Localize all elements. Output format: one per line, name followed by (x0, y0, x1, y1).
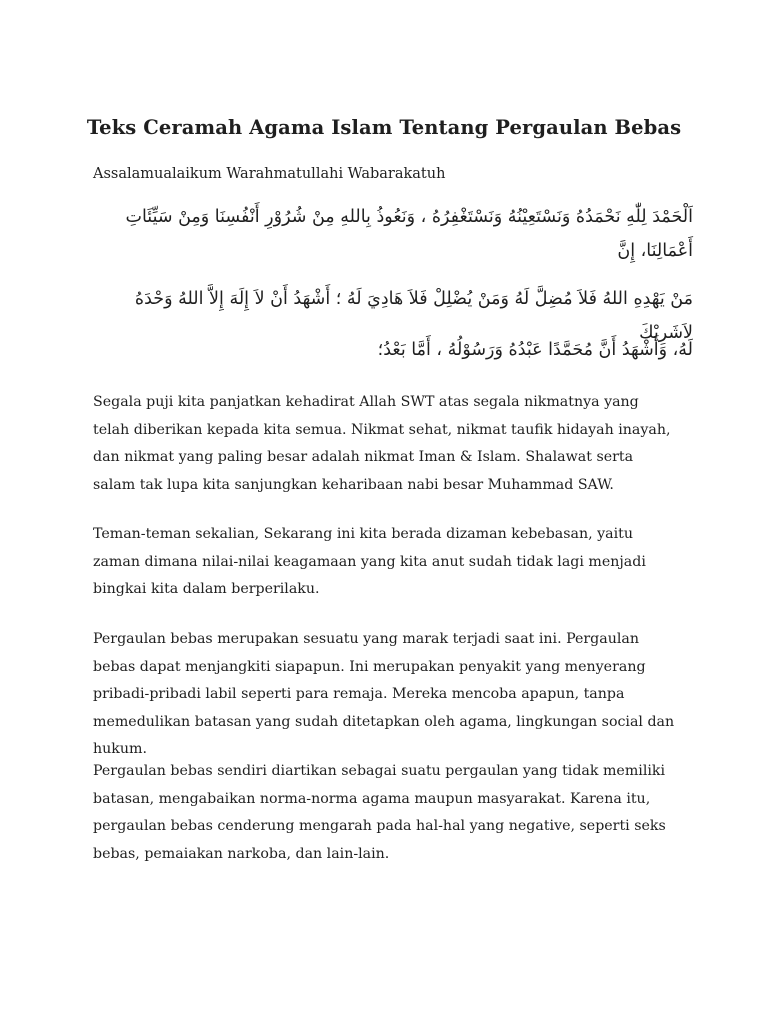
arabic-line-2: مَنْ يَهْدِهِ اللهُ فَلاَ مُضِلَّ لَهُ وَمَنْ يُضْلِلْ فَلاَ هَادِيَ لَهُ ؛ أَشْهَدُ أَنْ لاَ إِلَهَ إِلاَّ اللهُ وَحْدَهُ لاَشَرِيْكَ (134, 289, 693, 343)
paragraph-3: Pergaulan bebas merupakan sesuatu yang marak terjadi saat ini. Pergaulan bebas dapat menjangkiti siapapun. Ini merupakan penyakit yang menyerang pribadi-pribadi labil seperti para remaja. Mereka mencoba apapun, tanpa memedulikan batasan yang sudah ditetapkan oleh agama, lingkungan social dan hukum. (93, 631, 675, 757)
arabic-line-1: اَلْحَمْدَ لِلّٰهِ نَحْمَدُهُ وَنَسْتَعِيْنُهُ وَنَسْتَغْفِرُهُ ، وَنَعُوذُ بِاللهِ مِنْ شُرُوْرِ أَنْفُسِنَا وَمِنْ سَيِّئَاتِ أَعْمَالِنَا، إِنَّ (125, 207, 693, 261)
page-title: Teks Ceramah Agama Islam Tentang Pergaulan Bebas (86, 116, 682, 139)
greeting-text: Assalamualaikum Warahmatullahi Wabarakatuh (93, 166, 446, 182)
paragraph-2: Teman-teman sekalian, Sekarang ini kita berada dizaman kebebasan, yaitu zaman dimana nilai-nilai keagamaan yang kita anut sudah tidak lagi menjadi bingkai kita dalam berperilaku. (93, 526, 646, 597)
paragraph-4: Pergaulan bebas sendiri diartikan sebagai suatu pergaulan yang tidak memiliki batasan, mengabaikan norma-norma agama maupun masyarakat. Karena itu, pergaulan bebas cenderung mengarah pada hal-hal yang negative, seperti seks bebas, pemaiakan narkoba, dan lain-lain. (93, 763, 666, 862)
paragraph-1: Segala puji kita panjatkan kehadirat Allah SWT atas segala nikmatnya yang telah diberikan kepada kita semua. Nikmat sehat, nikmat taufik hidayah inayah, dan nikmat yang paling besar adalah nikmat Iman & Islam. Shalawat serta salam tak lupa kita sanjungkan keharibaan nabi besar Muhammad SAW. (93, 394, 671, 493)
arabic-line-3: لَهُ، وَأَشْهَدُ أَنَّ مُحَمَّدًا عَبْدُهُ وَرَسُوْلُهُ ، أَمَّا بَعْدُ؛ (377, 340, 693, 360)
